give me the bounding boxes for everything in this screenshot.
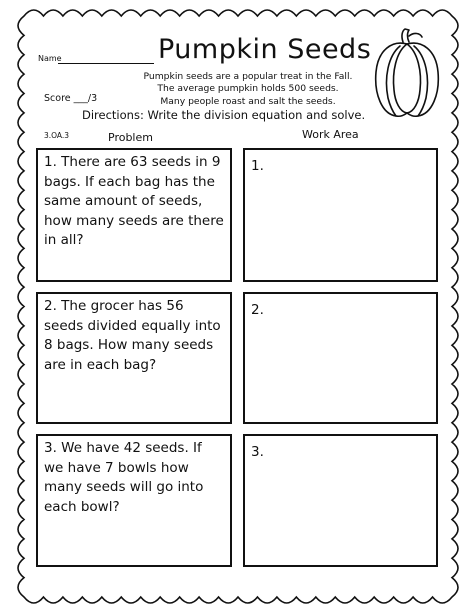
standard-code: 3.OA.3 [44,131,70,140]
intro-line: Many people roast and salt the seeds. [160,95,336,107]
problem-text: 3. We have 42 seeds. If we have 7 bowls how many seeds will go into each bowl? [44,440,204,515]
work-number: 1. [251,158,264,174]
intro-text [126,71,370,108]
problem-box-2 [36,292,232,424]
intro-line: The average pumpkin holds 500 seeds. [157,83,339,95]
problem-text: 2. The grocer has 56 seeds divided equally into 8 bags. How many seeds are in each bag? [44,298,221,373]
problem-box-1 [36,148,232,282]
work-area-2[interactable] [243,292,438,424]
score-field: Score ___/3 [44,93,98,104]
problem-column-header: Problem [108,131,153,144]
name-input-line[interactable] [58,63,154,64]
work-area-1[interactable] [243,148,438,282]
problem-text: 1. There are 63 seeds in 9 bags. If each bag has the same amount of seeds, how many seeds are there in all? [44,154,224,248]
name-label: Name [38,54,62,63]
work-area-3[interactable] [243,434,438,567]
directions-text: Directions: Write the division equation and solve. [82,108,366,122]
work-number: 2. [251,302,264,318]
work-column-header: Work Area [302,128,359,141]
work-number: 3. [251,444,264,460]
problem-box-3 [36,434,232,567]
page-title: Pumpkin Seeds [158,34,372,65]
pumpkin-icon [370,28,444,120]
intro-line: Pumpkin seeds are a popular treat in the Fall. [143,71,353,82]
